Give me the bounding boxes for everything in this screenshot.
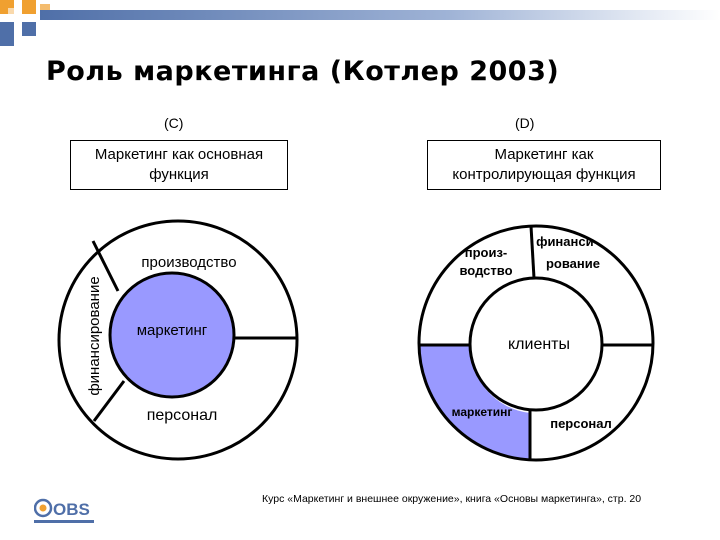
- diagram-c-label: (C): [164, 115, 184, 131]
- diagram-d-caption-line2: контролирующая функция: [452, 166, 636, 183]
- diagram-c-center-label: маркетинг: [136, 322, 208, 339]
- diagram-d-divider-top: [531, 226, 534, 278]
- diagram-c-top-label: производство: [141, 254, 237, 271]
- diagram-d-caption-line1: Маркетинг как: [494, 146, 594, 163]
- diagram-d-bottom-left-label: маркетинг: [451, 405, 513, 419]
- diagram-d-center-label: клиенты: [507, 336, 571, 353]
- obs-logo-text: OBS: [53, 500, 90, 519]
- obs-logo: [34, 496, 102, 526]
- footer-source: Курс «Маркетинг и внешнее окружение», книга «Основы маркетинга», стр. 20: [262, 493, 642, 505]
- diagram-c-side-label: финансирование: [86, 276, 103, 396]
- page-title: Роль маркетинга (Котлер 2003): [46, 56, 560, 87]
- diagram-c-caption-line1: Маркетинг как основная: [94, 146, 264, 163]
- diagram-c-caption-line2: функция: [149, 166, 209, 183]
- diagram-d: [419, 226, 653, 461]
- diagram-d-bottom-right-label: персонал: [550, 416, 612, 431]
- diagram-d-top-left-label-line1: произ-: [464, 245, 508, 260]
- diagram-d-top-right-label-line2: рование: [545, 256, 601, 271]
- diagram-c: [59, 221, 297, 459]
- diagram-d-top-left-label-line2: водство: [459, 263, 513, 278]
- diagram-c-bottom-label: персонал: [146, 407, 218, 424]
- diagram-d-top-right-label-line1: финанси-: [536, 234, 598, 249]
- diagram-d-label: (D): [515, 115, 535, 131]
